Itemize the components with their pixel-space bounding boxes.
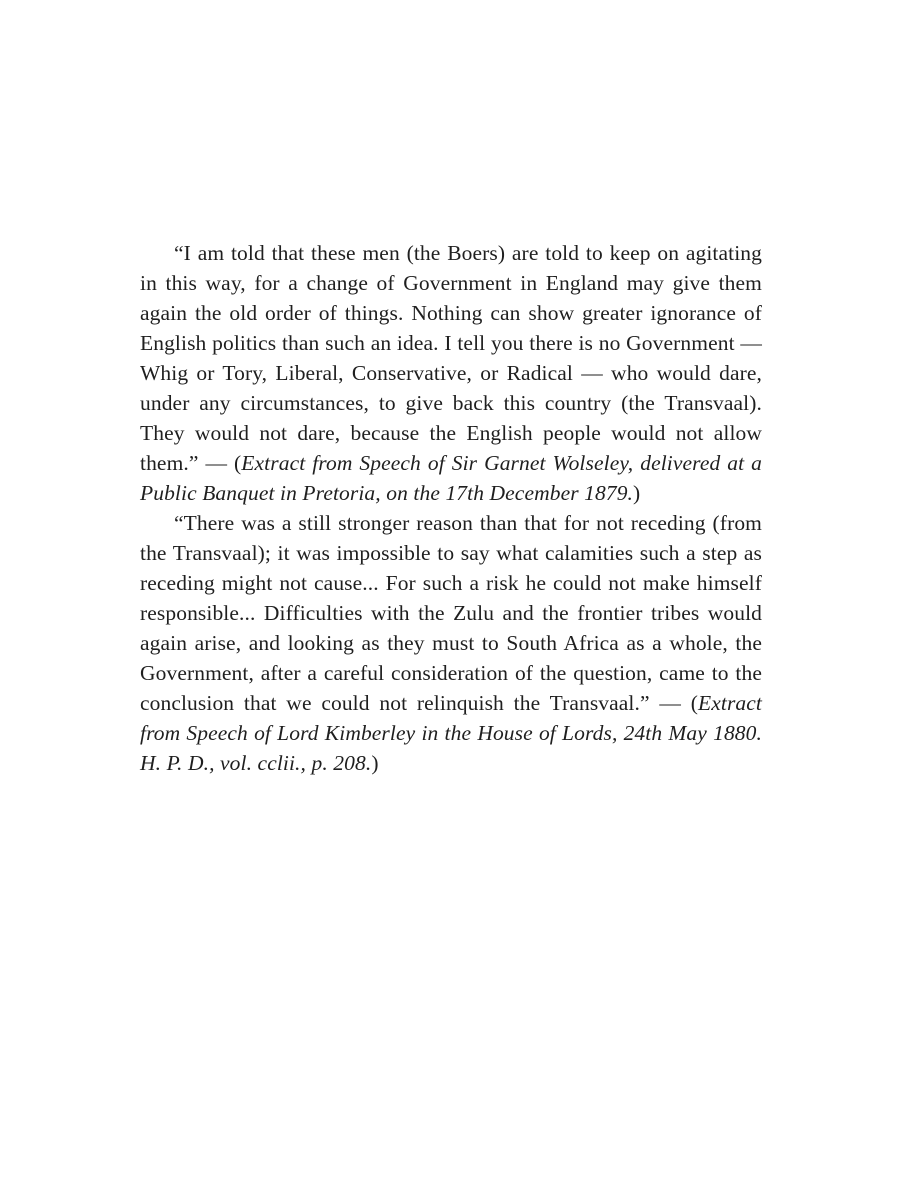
citation-text: Extract from Speech of Lord Kimberley in the House of Lords, 24th May 1880. H. P. D., vol. cclii., p. 208. xyxy=(140,691,762,775)
quote-text: “I am told that these men (the Boers) are told to keep on agitating in this way, for a change of Government in England may give them again the old order of things. Nothing can show greater ignorance of English politics than such an idea. I tell you there is no Government — Whig or Tory, Liberal, Conservative, or Radical — who would dare, under any circumstances, to give back this country (the Transvaal). They would not dare, because the English people would not allow them.” — ( xyxy=(140,241,762,475)
text-block xyxy=(140,238,762,778)
citation-text: Extract from Speech of Sir Garnet Wolseley, delivered at a Public Banquet in Pretoria, on the 17th December 1879. xyxy=(140,451,762,505)
paragraph-wolseley-quote xyxy=(140,238,762,508)
paragraph-kimberley-quote xyxy=(140,508,762,778)
quote-text: “There was a still stronger reason than that for not receding (from the Transvaal); it was impossible to say what calamities such a step as receding might not cause... For such a risk he could not make himself responsible... Difficulties with the Zulu and the frontier tribes would again arise, and looking as they must to South Africa as a whole, the Government, after a careful consideration of the question, came to the conclusion that we could not relinquish the Transvaal.” — ( xyxy=(140,511,762,715)
citation-close-paren: ) xyxy=(633,481,641,505)
citation-close-paren: ) xyxy=(371,751,379,775)
